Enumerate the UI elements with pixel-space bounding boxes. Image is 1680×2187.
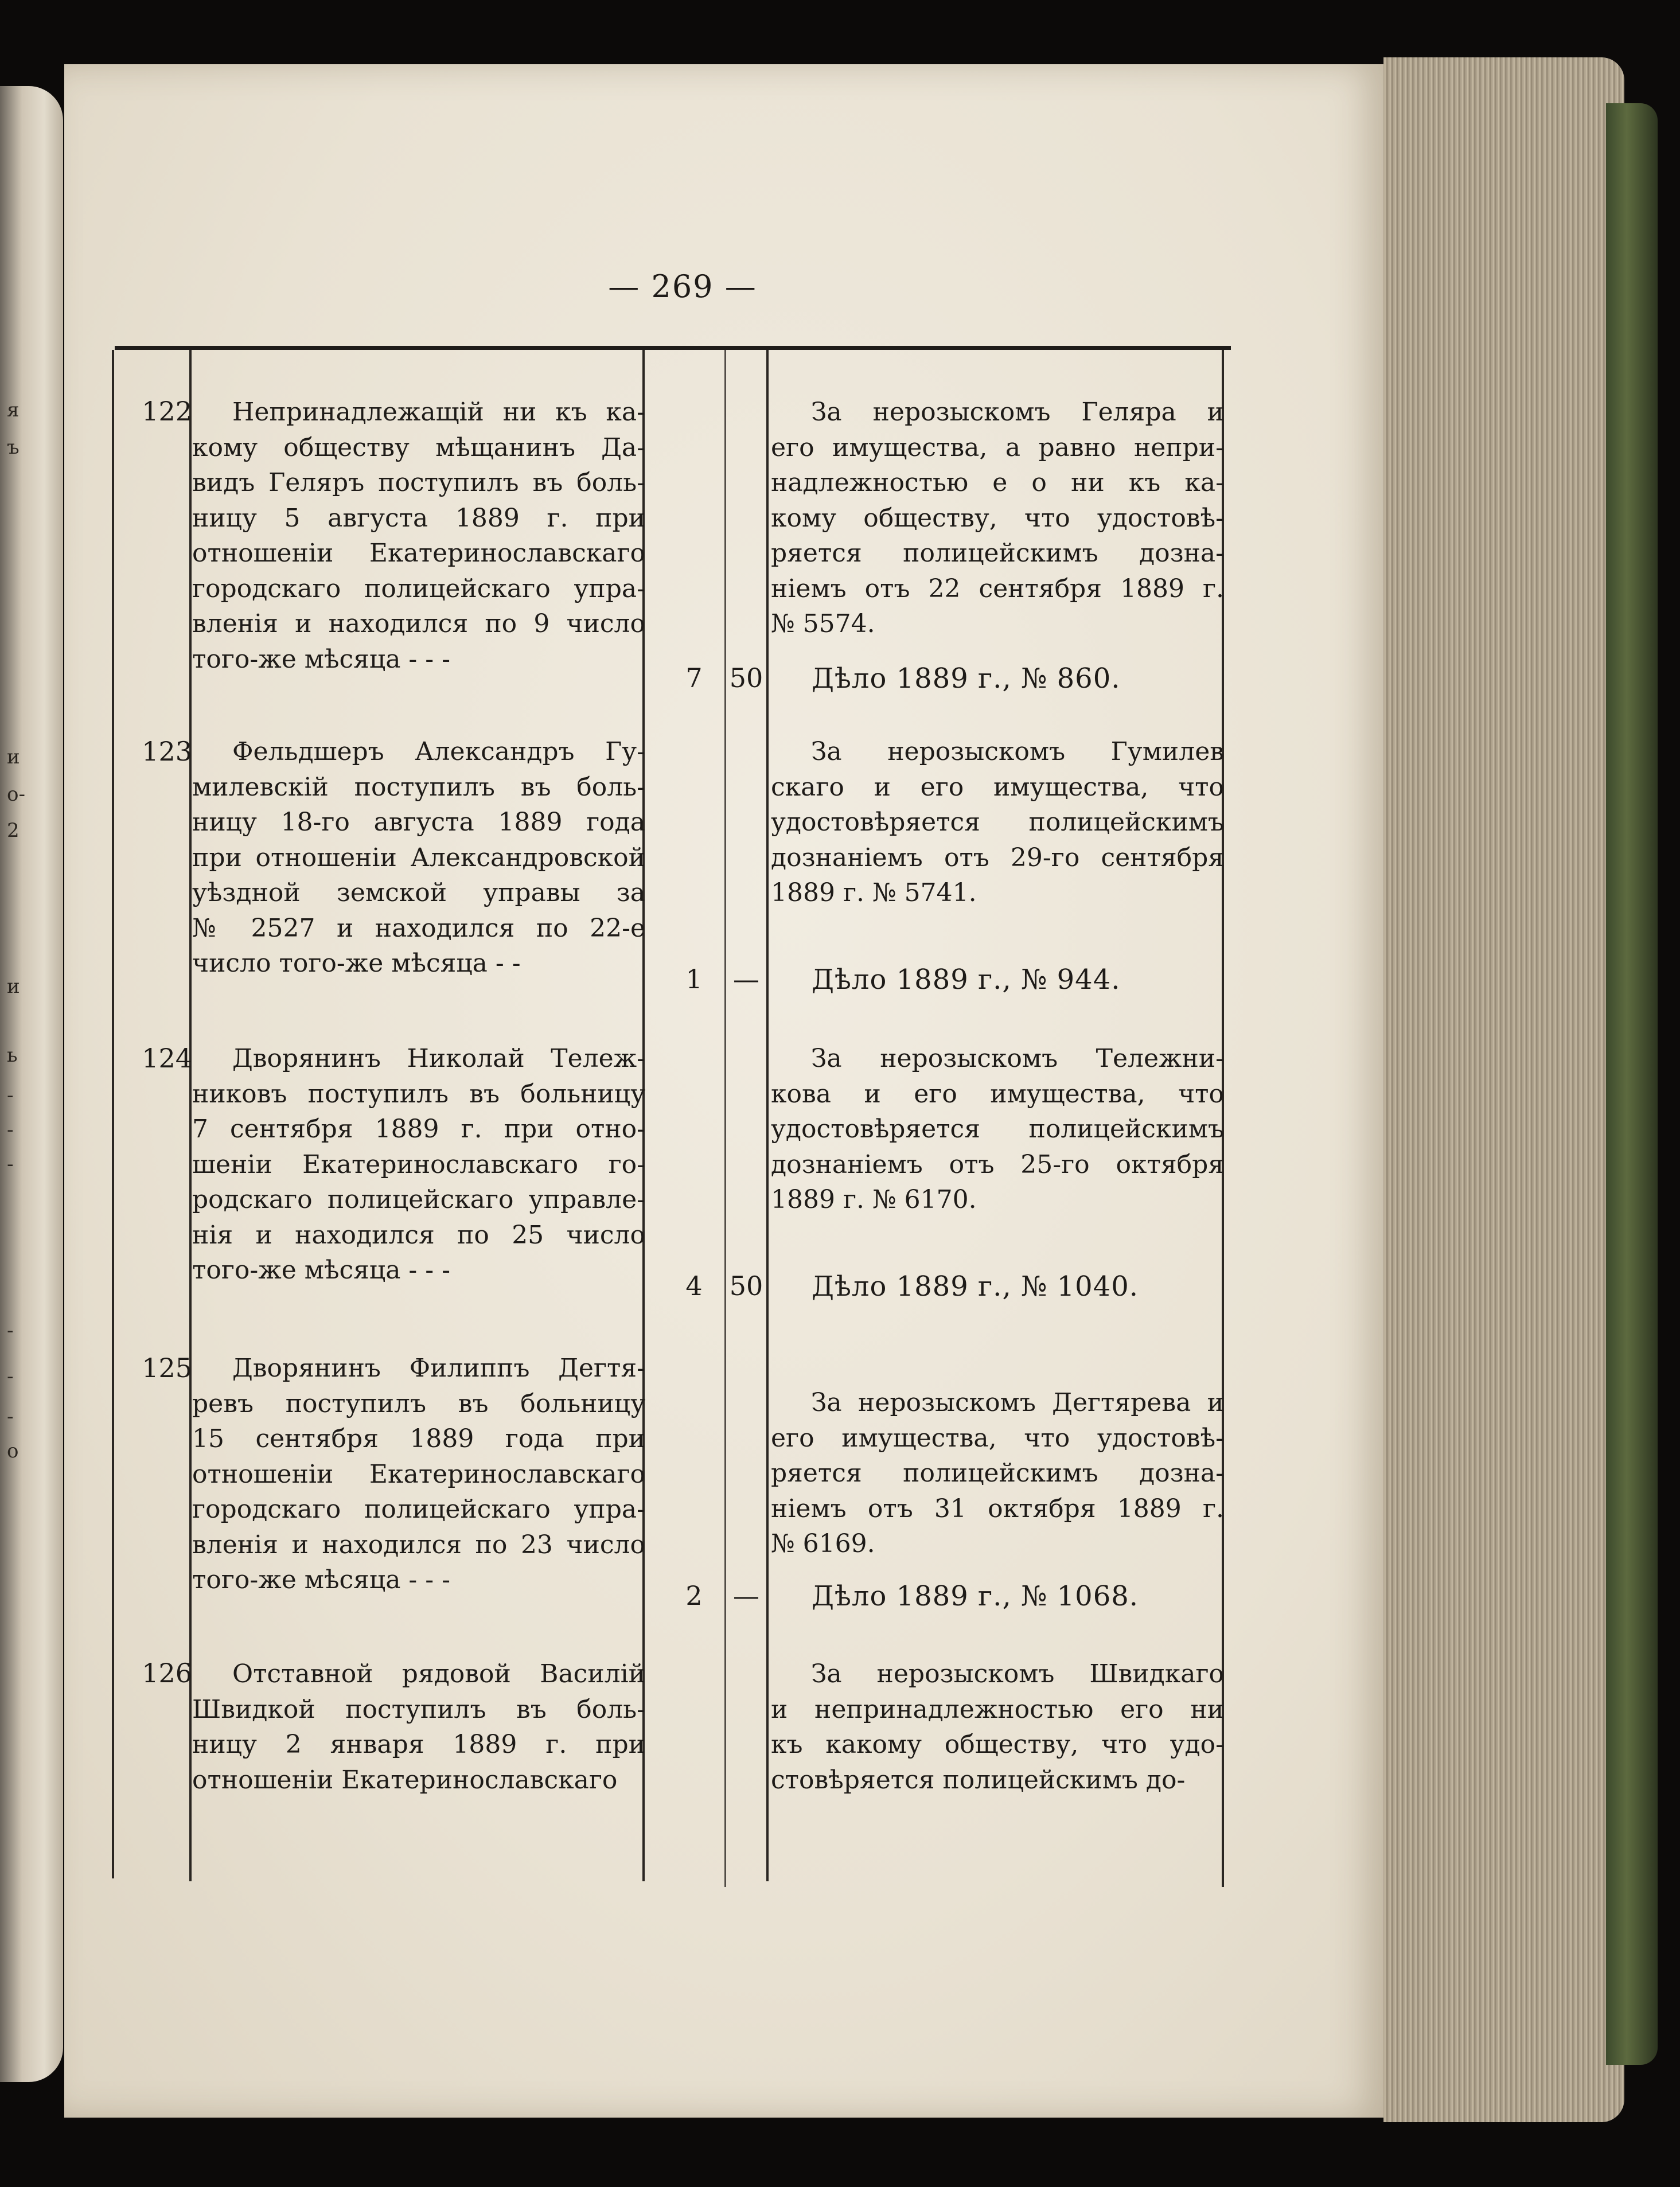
- left-fragment: 2: [7, 819, 20, 842]
- case-reference: Дѣло 1889 г., № 860.: [812, 662, 1121, 695]
- entry-number: 126: [142, 1658, 192, 1689]
- amount-kopecks: —: [733, 1580, 759, 1611]
- book-page-edges: [1383, 57, 1624, 2122]
- entry-number: 123: [142, 736, 192, 767]
- left-fragment: и: [7, 975, 20, 998]
- case-reference: Дѣло 1889 г., № 1068.: [812, 1580, 1139, 1612]
- book-cover: [1606, 103, 1658, 2065]
- entry-description: Дворянинъ Филиппъ Дегтя- ревъ поступилъ въ больницу 15 сентября 1889 года при отношеніи Екатеринославскаго городскаго полицейскаго упра- вленія и находился по 23 число того-же мѣсяца - - -: [192, 1354, 645, 1595]
- entry-reason: За нерозыскомъ Швидкаго и непринадлежностью его ни къ какому обществу, что удо- стовѣряется полицейскимъ до-: [771, 1659, 1224, 1795]
- left-page-edge: [0, 86, 63, 2082]
- left-fragment: о-: [7, 783, 25, 806]
- amount-kopecks: 50: [729, 1270, 763, 1301]
- left-fragment: -: [7, 1084, 14, 1107]
- case-reference: Дѣло 1889 г., № 944.: [812, 964, 1121, 996]
- left-fragment: -: [7, 1153, 14, 1176]
- left-fragment: ъ: [7, 436, 20, 459]
- amount-rubles: 1: [685, 964, 703, 995]
- column-rule: [766, 350, 769, 1881]
- entry-description: Непринадлежащій ни къ ка- кому обществу мѣщанинъ Да- видъ Геляръ поступилъ въ боль- ницу 5 августа 1889 г. при отношеніи Екатеринославскаго городскаго полицейскаго упра- вленія и находился по 9 число того-же мѣсяца - - -: [192, 397, 645, 674]
- left-fragment: и: [7, 746, 20, 769]
- amount-rubles: 4: [685, 1270, 703, 1301]
- left-fragment: -: [7, 1319, 14, 1342]
- page-number: — 269 —: [608, 268, 757, 305]
- entry-number: 122: [142, 396, 192, 427]
- entry-description: Дворянинъ Николай Тележ- никовъ поступилъ въ больницу 7 сентября 1889 г. при отно- шеніи Екатеринославскаго го- родскаго полицейскаго управле- нія и находился по 25 число того-же мѣсяца - - -: [192, 1044, 645, 1285]
- entry-description: Фельдшеръ Александръ Гу- милевскій поступилъ въ боль- ницу 18-го августа 1889 года при отношеніи Александровской уѣздной земской управы за № 2527 и находился по 22-е число того-же мѣсяца - -: [192, 737, 645, 978]
- column-rule: [724, 350, 726, 1887]
- left-fragment: -: [7, 1405, 14, 1428]
- entry-number: 124: [142, 1043, 192, 1074]
- left-fragment: я: [7, 399, 20, 422]
- entry-number: 125: [142, 1352, 192, 1383]
- amount-rubles: 7: [685, 662, 703, 693]
- left-fragment: -: [7, 1118, 14, 1141]
- amount-kopecks: —: [733, 964, 759, 995]
- case-reference: Дѣло 1889 г., № 1040.: [812, 1270, 1139, 1303]
- entry-description: Отставной рядовой Василій Швидкой поступилъ въ боль- ницу 2 января 1889 г. при отношеніи Екатеринославскаго: [192, 1659, 645, 1795]
- entry-reason: За нерозыскомъ Гумилев скаго и его имущества, что удостовѣряется полицейскимъ дознаніемъ отъ 29-го сентября 1889 г. № 5741.: [771, 737, 1224, 907]
- column-rule: [189, 350, 192, 1881]
- table-border-left: [112, 350, 114, 1878]
- entry-reason: За нерозыскомъ Геляра и его имущества, а равно непри- надлежностью е о ни къ ка- кому обществу, что удостовѣ- ряется полицейскимъ дозна- ніемъ отъ 22 сентября 1889 г. № 5574.: [771, 397, 1224, 638]
- left-fragment: о: [7, 1440, 19, 1463]
- amount-rubles: 2: [685, 1580, 703, 1611]
- entry-reason: За нерозыскомъ Тележни- кова и его имущества, что удостовѣряется полицейскимъ дознаніемъ отъ 25-го октября 1889 г. № 6170.: [771, 1044, 1224, 1214]
- left-fragment: -: [7, 1365, 14, 1388]
- left-fragment: ь: [7, 1044, 18, 1067]
- amount-kopecks: 50: [729, 662, 763, 693]
- entry-reason: За нерозыскомъ Дегтярева и его имущества, что удостовѣ- ряется полицейскимъ дозна- ніемъ отъ 31 октября 1889 г. № 6169.: [771, 1388, 1224, 1558]
- top-rule: [115, 346, 1231, 350]
